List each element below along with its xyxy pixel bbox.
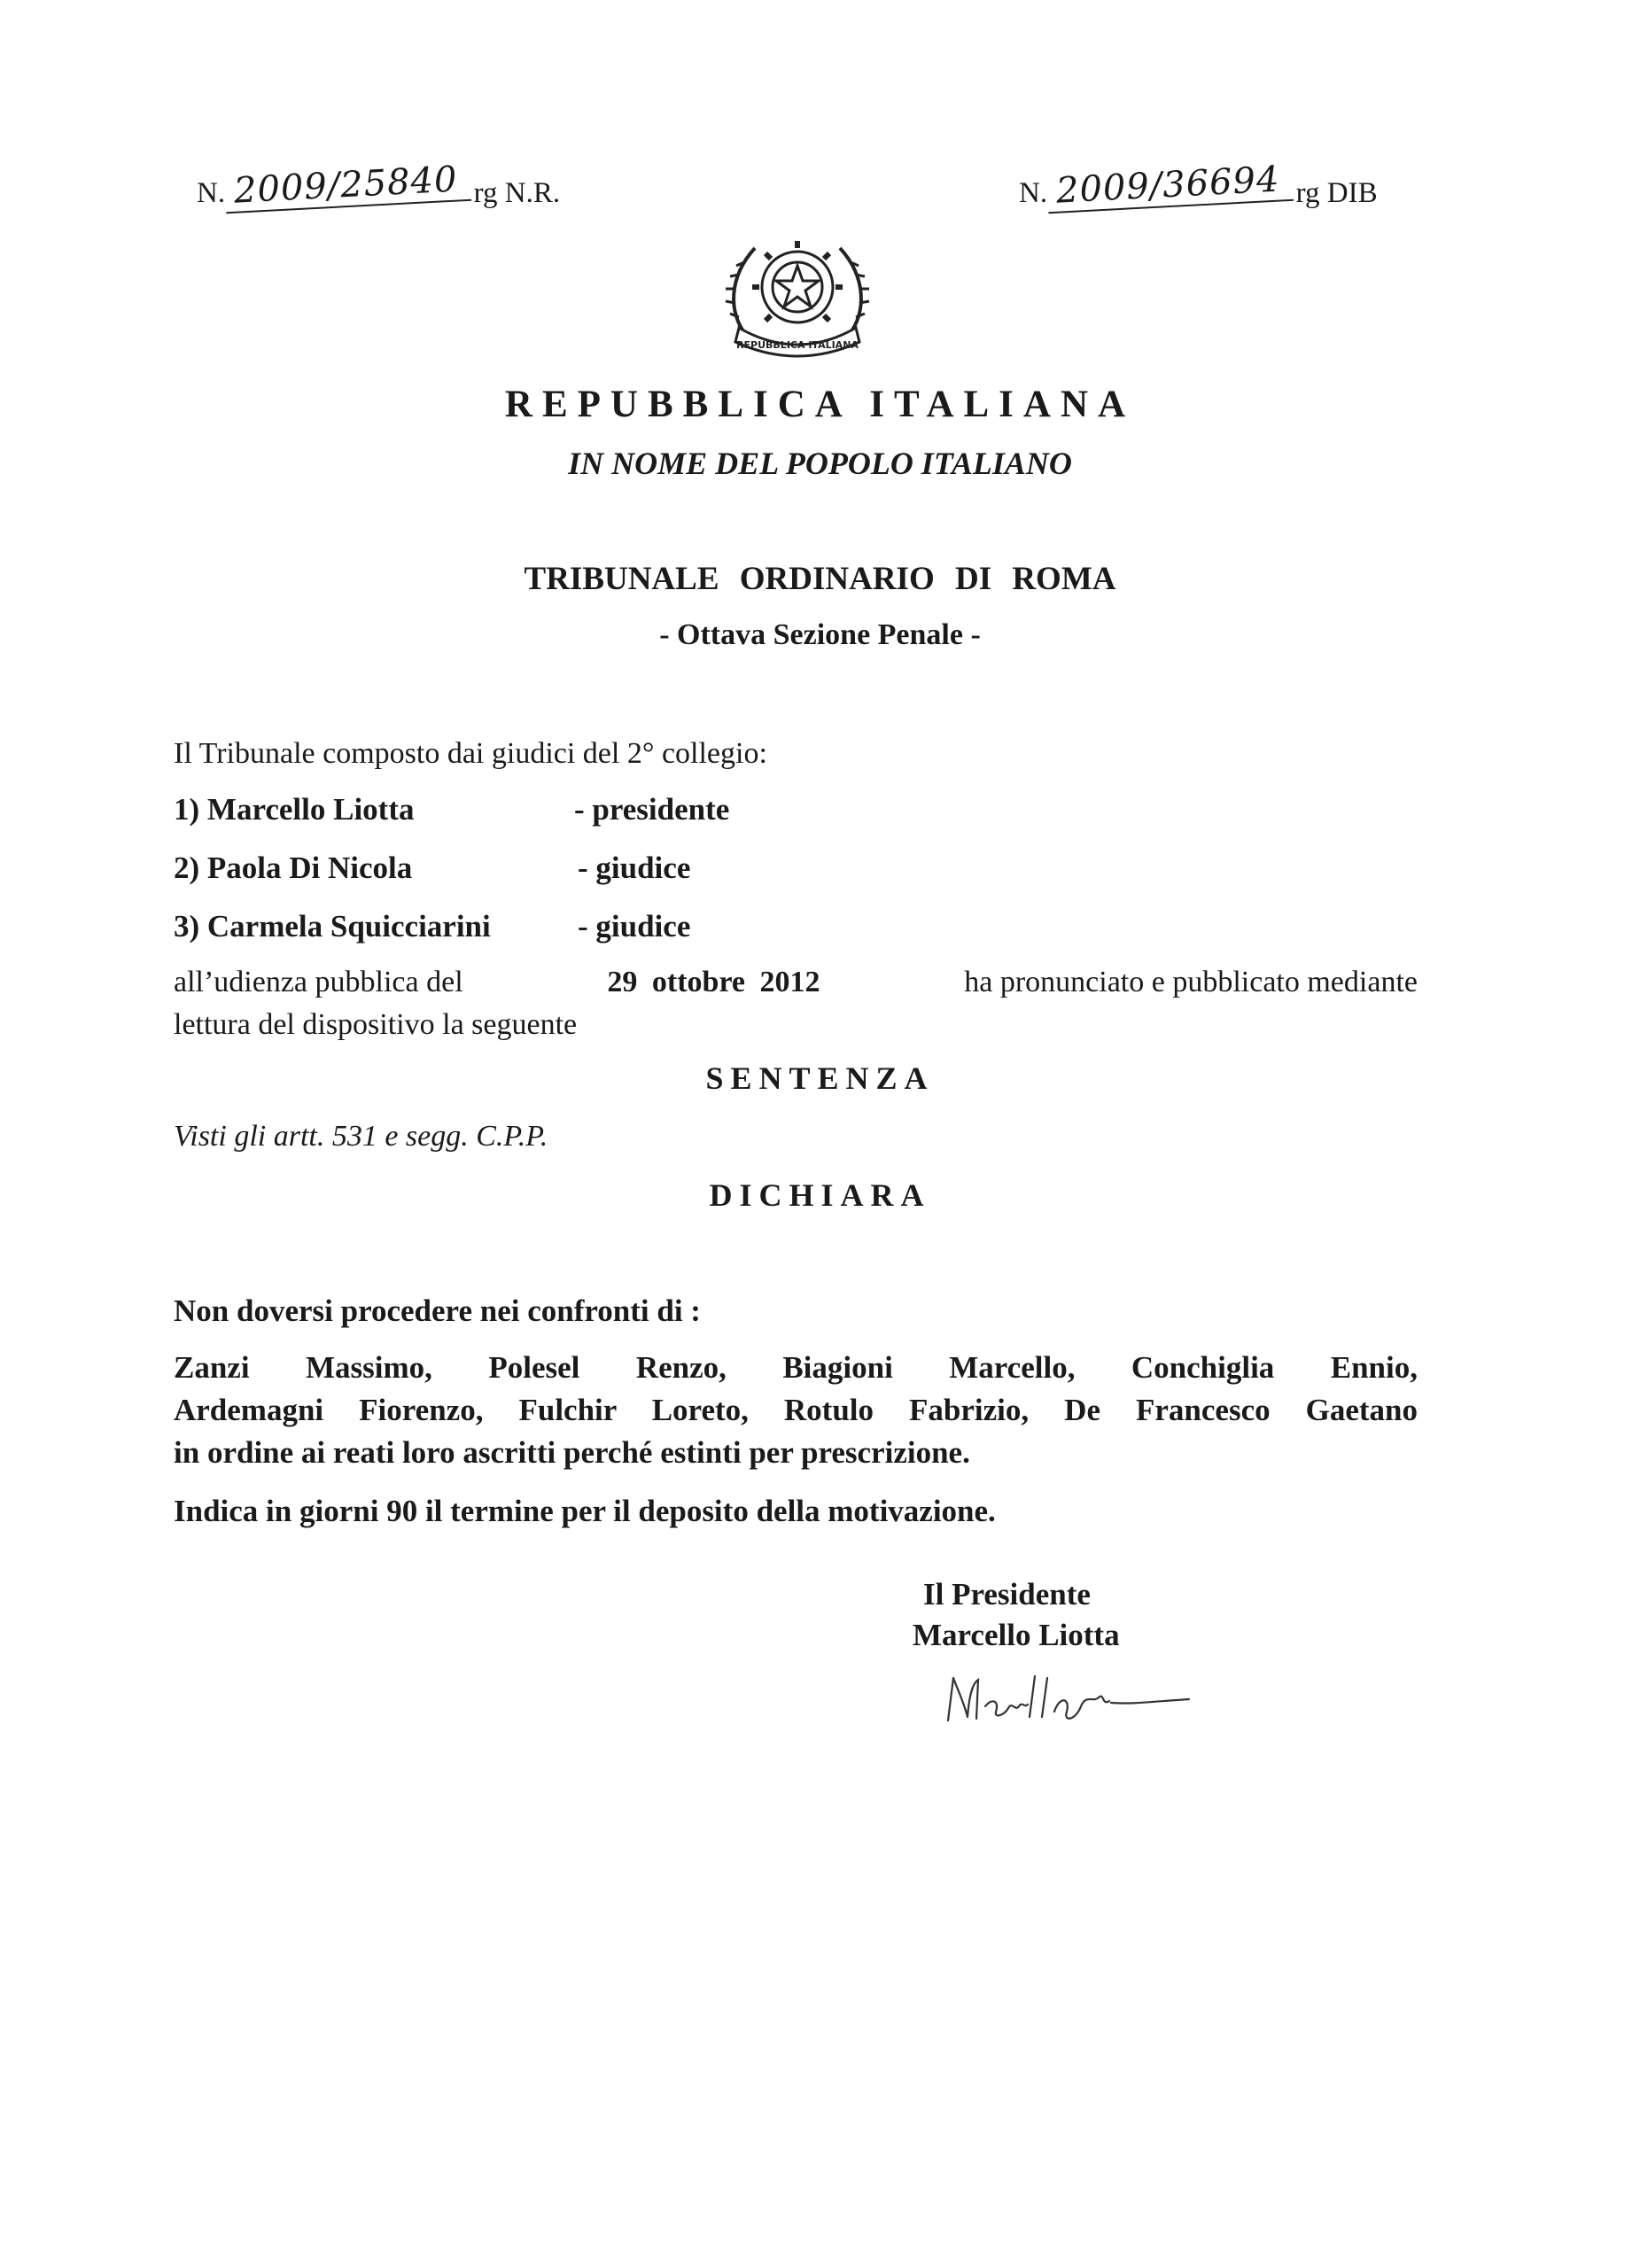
italian-republic-emblem-icon xyxy=(719,229,875,361)
signature-handwritten-text: MarcelloLiotta xyxy=(937,1667,943,1668)
judge-role: - giudice xyxy=(578,850,691,885)
signature-name: Marcello Liotta xyxy=(913,1618,1120,1652)
ruling-line-3: in ordine ai reati loro ascritti perché estinti per prescrizione. xyxy=(174,1435,970,1470)
republic-title: REPUBBLICA ITALIANA xyxy=(504,384,1136,425)
case-number-suffix: rg N.R. xyxy=(473,177,561,209)
signature-title: Il Presidente xyxy=(923,1577,1091,1612)
case-number-handwritten: 2009/25840 xyxy=(224,159,471,214)
handwritten-signature xyxy=(937,1667,1194,1729)
ruling-defendants-line-1: Zanzi Massimo, Polesel Renzo, Biagioni Marcello, Conchiglia Ennio, xyxy=(174,1350,1418,1385)
case-number-handwritten: 2009/36694 xyxy=(1046,159,1294,214)
judge-name: 3) Carmela Squicciarini xyxy=(174,909,491,944)
case-number-prefix: N. xyxy=(197,177,226,209)
composition-intro: Il Tribunale composto dai giudici del 2° collegio: xyxy=(174,737,767,770)
dichiara-heading: DICHIARA xyxy=(709,1177,931,1213)
case-number-dib xyxy=(1019,159,1378,213)
section-title: - Ottava Sezione Penale - xyxy=(659,618,981,651)
emblem-legend: REPUBBLICA ITALIANA xyxy=(736,339,859,351)
sentenza-heading: SENTENZA xyxy=(705,1060,935,1096)
hearing-text-2: ha pronunciato e pubblicato mediante xyxy=(964,966,1418,998)
case-number-prefix: N. xyxy=(1019,177,1048,209)
people-title: IN NOME DEL POPOLO ITALIANO xyxy=(568,446,1072,481)
hearing-line-1 xyxy=(174,966,1418,999)
hearing-date: 29 ottobre 2012 xyxy=(607,966,820,998)
ruling-deadline: Indica in giorni 90 il termine per il deposito della motivazione. xyxy=(174,1494,996,1528)
case-number-nr xyxy=(197,159,561,213)
case-number-suffix: rg DIB xyxy=(1295,177,1378,209)
judge-name: 1) Marcello Liotta xyxy=(174,792,415,827)
court-title: TRIBUNALE ORDINARIO DI ROMA xyxy=(524,561,1116,597)
judge-role: - presidente xyxy=(574,792,730,827)
ruling-defendants-line-2: Ardemagni Fiorenzo, Fulchir Loreto, Rotulo Fabrizio, De Francesco Gaetano xyxy=(174,1393,1418,1427)
judge-name: 2) Paola Di Nicola xyxy=(174,850,413,885)
visti-line: Visti gli artt. 531 e segg. C.P.P. xyxy=(174,1120,548,1153)
hearing-line-2: lettura del dispositivo la seguente xyxy=(174,1008,578,1041)
hearing-text: all’udienza pubblica del xyxy=(174,966,463,998)
judge-role: - giudice xyxy=(578,909,691,944)
ruling-intro: Non doversi procedere nei confronti di : xyxy=(174,1293,701,1328)
